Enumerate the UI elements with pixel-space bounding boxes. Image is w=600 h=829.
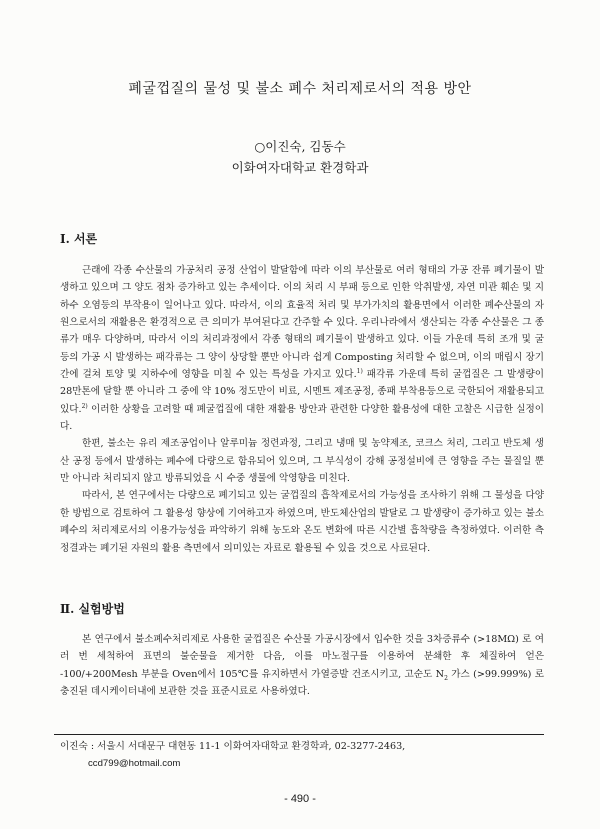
paragraph: [60, 631, 544, 700]
subscript: 2: [444, 674, 448, 682]
footnote-divider: [54, 734, 544, 735]
author-affiliation: 이화여자대학교 환경학과: [231, 160, 369, 175]
paper-title: 폐굴껍질의 물성 및 불소 폐수 처리제로서의 적용 방안: [128, 81, 472, 97]
text-run: 본 연구에서 불소폐수처리제로 사용한 굴껍질은 수산물 가공시장에서 입수한 것을 3차증류수 (>18MΩ) 로 여러 번 세척하여 표면의 불순물을 제거한 다음, 이를 마노절구를 이용하여 분쇄한 후 체질하여 얻은 -100/+200Mesh 부분을 Oven에서 105℃를 유지하면서 가열증발 건조시키고, 고순도 N: [60, 634, 544, 680]
text-run: 패각류 가운데 특히 굴껍질은 그 발생량이 28만톤에 달할 뿐 아니라 그 중에 약 10% 정도만이 비료, 시멘트 제조공정, 종패 부착용등으로 국한되어 재활용되고 있다.: [60, 369, 544, 415]
section-body-methods: [60, 631, 544, 700]
footnote-email: ccd799@hotmail.com: [88, 758, 181, 769]
page-number: - 490 -: [284, 793, 316, 805]
paragraph: [60, 487, 544, 556]
citation-marker: 1): [356, 367, 363, 375]
section-heading-introduction: Ⅰ. 서론: [60, 232, 98, 246]
text-run: 이러한 상황을 고려할 때 폐굴껍질에 대한 재활용 방안과 관련한 다양한 활용성에 대한 고찰은 시급한 실정이다.: [60, 403, 544, 433]
text-run: 근래에 각종 수산물의 가공처리 공정 산업이 발달함에 따라 이의 부산물로 여러 형태의 가공 잔류 폐기물이 발생하고 있으며 그 양도 점차 증가하고 있는 추세이다. 이의 처리 시 부패 등으로 인한 악취발생, 자연 미관 훼손 및 지하수 오염등의 부작용이 일어나고 있다. 따라서, 이의 효율적 처리 및 부가가치의 활용면에서 이러한 폐수산물의 자원으로서의 재활용은 환경적으로 큰 의미가 부여된다고 간주할 수 있다. 우리나라에서 생산되는 각종 수산물은 그 종류가 매우 다양하며, 따라서 이의 처리과정에서 각종 형태의 폐기물이 발생하고 있다. 이들 가운데 특히 조개 및 굴 등의 가공 시 발생하는 패각류는 그 양이 상당할 뿐만 아니라 쉽게 Composting 처리할 수 없으며, 이의 매립시 장기간에 걸쳐 토양 및 지하수에 영향을 미칠 수 있는 특성을 가지고 있다.: [60, 265, 544, 381]
author-list: ○이진숙, 김동수: [254, 139, 346, 154]
footnote-contact: 이진숙 : 서울시 서대문구 대현동 11-1 이화여자대학교 환경학과, 02-3277-2463,: [60, 741, 406, 752]
paragraph: [60, 262, 544, 435]
text-run: 따라서, 본 연구에서는 다량으로 폐기되고 있는 굴껍질의 흡착제로서의 가능성을 조사하기 위해 그 물성을 다양한 방법으로 검토하여 그 활용성 향상에 기여하고자 하였으며, 반도체산업의 발달로 그 발생량이 증가하고 있는 불소폐수의 처리제로서의 이용가능성을 파악하기 위해 농도와 온도 변화에 따른 시간별 흡착량을 측정하였다. 이러한 측정결과는 폐기된 자원의 활용 측면에서 의미있는 자료로 활용될 수 있을 것으로 사료된다.: [60, 490, 544, 554]
section-body-introduction: [60, 262, 544, 557]
text-run: 가스 (>99.999%) 로 충진된 데시케이터내에 보관한 것을 표준시료로 사용하였다.: [60, 668, 544, 698]
text-run: 한편, 불소는 유리 제조공업이나 알루미늄 정련과정, 그리고 냉매 및 농약제조, 코크스 처리, 그리고 반도체 생산 공정 등에서 발생하는 폐수에 다량으로 함유되어 있으며, 그 부식성이 강해 공정설비에 큰 영향을 주는 물질일 뿐만 아니라 처리되지 않고 방류되었을 시 수중 생물에 악영향을 미친다.: [60, 438, 544, 485]
citation-marker: 2): [81, 402, 88, 410]
paragraph: [60, 435, 544, 487]
author-footnote: [60, 738, 550, 772]
section-heading-methods: Ⅱ. 실험방법: [60, 602, 125, 616]
